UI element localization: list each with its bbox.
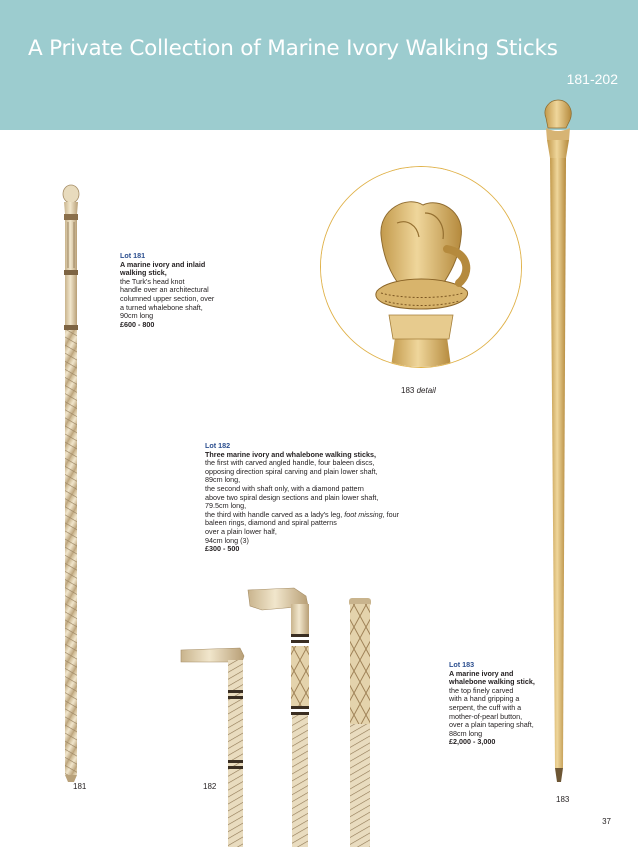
lot-182-desc-line: 79.5cm long, (205, 501, 247, 511)
lot-183-title-line: whalebone walking stick, (449, 677, 535, 687)
lot-182-desc-line: 94cm long (3) (205, 535, 249, 545)
detail-image-183 (320, 166, 522, 368)
lot-182-desc-line: 89cm long, (205, 475, 241, 485)
lot-181-title-line: walking stick, (120, 268, 167, 278)
lot-182-desc-line: the first with carved angled handle, four baleen discs, (205, 458, 375, 468)
lot-183-desc-line: mother-of-pearl button, (449, 711, 523, 721)
lot-183-estimate: £2,000 - 3,000 (449, 737, 496, 747)
lot-182-estimate: £300 - 500 (205, 544, 240, 554)
lot-181-description (120, 252, 240, 329)
lot-182-desc3-pre: the third with handle carved as a lady's leg, (205, 509, 343, 519)
lot-182-desc3-post: , four baleen rings, diamond and spiral patterns (205, 509, 399, 528)
lot-181-desc-line: 90cm long (120, 311, 154, 321)
lot-181-desc-line: handle over an architectural (120, 285, 209, 295)
lot-182-description (205, 442, 405, 554)
lot-181-title-line: A marine ivory and inlaid (120, 259, 206, 269)
caption-183-detail-number: 183 (401, 386, 415, 395)
lot-183-desc-line: serpent, the cuff with a (449, 702, 522, 712)
lot-183-desc-line: 88cm long (449, 728, 483, 738)
caption-183-detail (401, 386, 436, 395)
page-title: A Private Collection of Marine Ivory Walking Sticks (28, 36, 558, 61)
stick-182-c (349, 598, 371, 847)
stick-182-b (248, 588, 309, 847)
lot-182-number: Lot 182 (205, 441, 231, 450)
lot-181-number: Lot 181 (120, 251, 146, 260)
caption-183-detail-word: detail (416, 386, 436, 395)
lot-181-desc-line: columned upper section, over (120, 293, 215, 303)
lot-182-desc-line (205, 511, 405, 528)
lot-183-desc-line: over a plain tapering shaft, (449, 720, 534, 730)
hand-serpent-detail (321, 167, 521, 367)
caption-183: 183 (556, 795, 570, 804)
lot-182-desc-line: the second with shaft only, with a diamond pattern (205, 483, 364, 493)
lot-183-number: Lot 183 (449, 660, 475, 669)
stick-182-a (181, 648, 244, 847)
lot-181-estimate: £600 - 800 (120, 319, 155, 329)
lot-182-title-line: Three marine ivory and whalebone walking sticks, (205, 449, 376, 459)
lot-range: 181-202 (566, 71, 618, 87)
lot-181-desc-line: a turned whalebone shaft, (120, 302, 203, 312)
lot-183-description (449, 661, 559, 747)
lot-182-desc-line: above two spiral design sections and plain lower shaft, (205, 492, 379, 502)
lot-182-desc3-italic: foot missing (344, 509, 383, 519)
lot-181-desc-line: the Turk's head knot (120, 276, 185, 286)
lot-183-desc-line: with a hand gripping a (449, 694, 520, 704)
page-number: 37 (602, 817, 611, 826)
lot-182-desc-line: opposing direction spiral carving and plain lower shaft, (205, 466, 378, 476)
stick-181 (63, 185, 79, 782)
lot-183-title-line: A marine ivory and (449, 668, 514, 678)
caption-181: 181 (73, 782, 87, 791)
lot-183-desc-line: the top finely carved (449, 685, 514, 695)
caption-182: 182 (203, 782, 217, 791)
lot-182-desc-line: over a plain lower half, (205, 526, 277, 536)
